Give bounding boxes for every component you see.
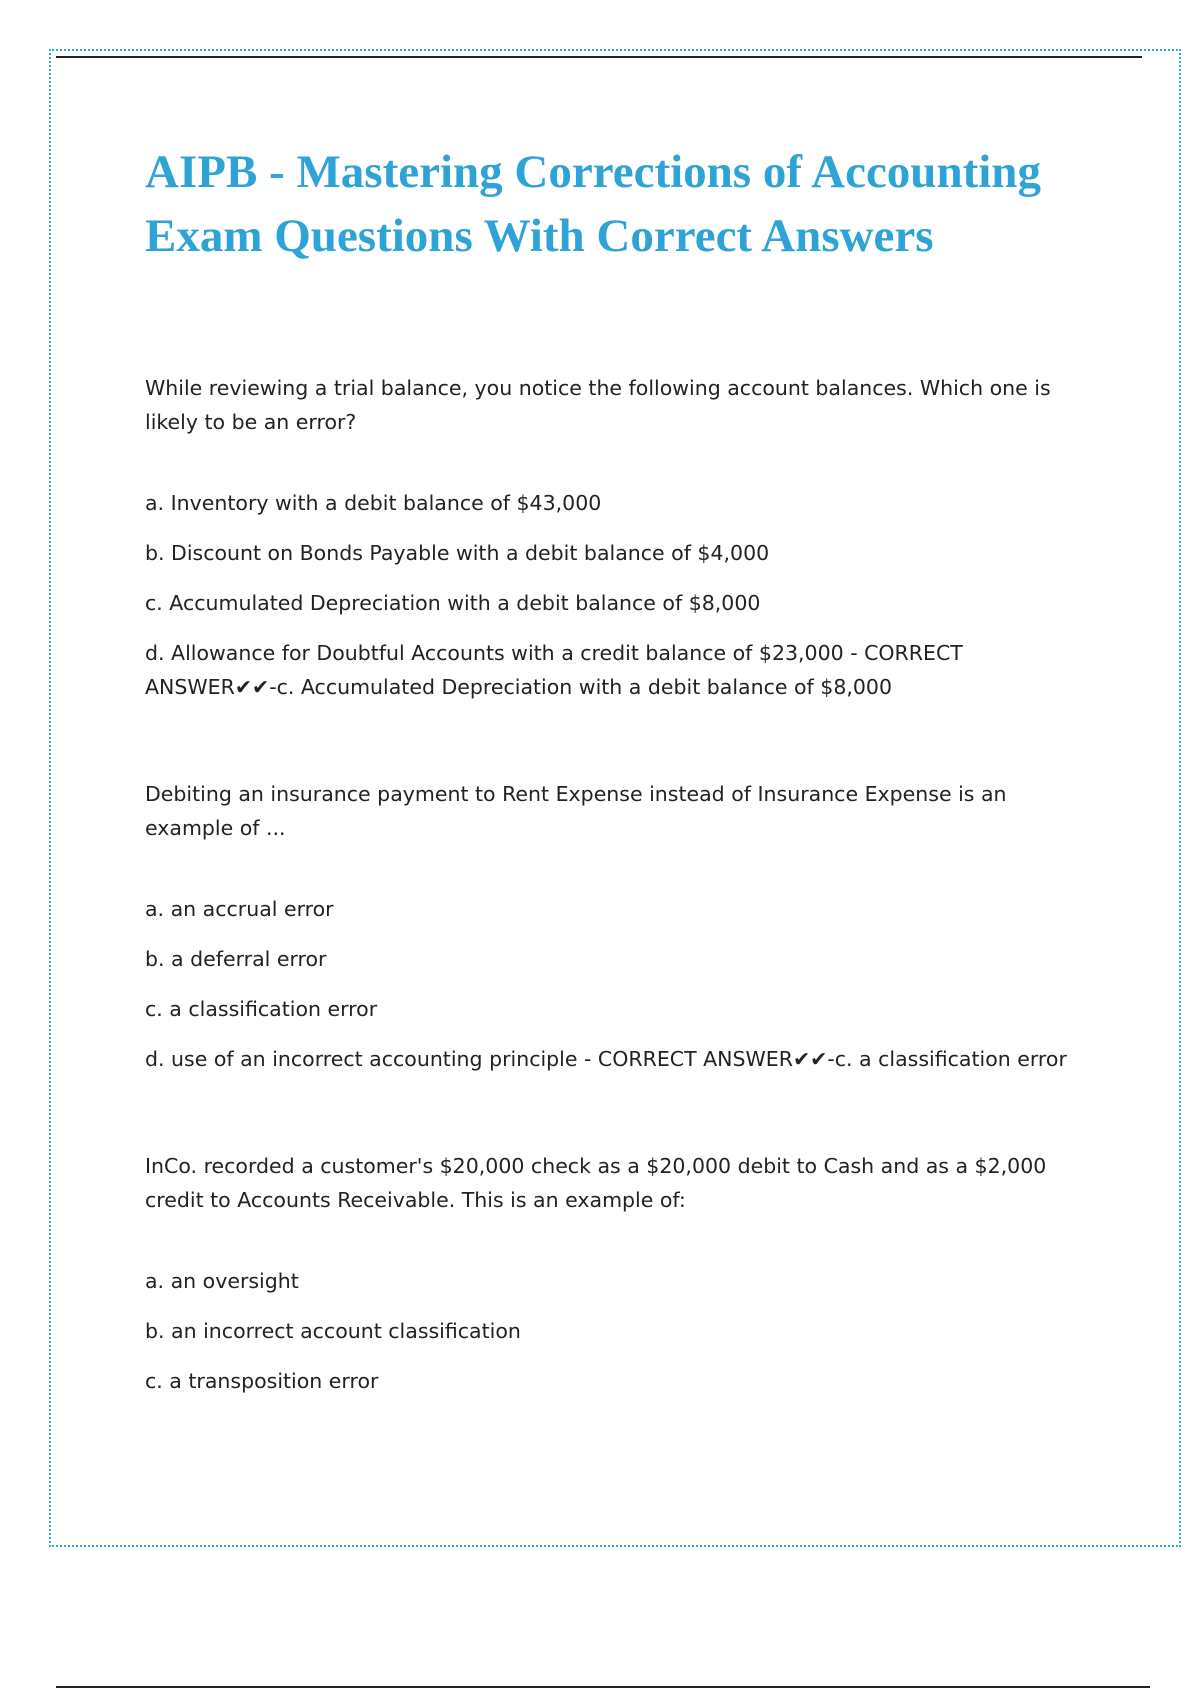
- question-1-option-b: b. Discount on Bonds Payable with a debit balance of $4,000: [145, 541, 770, 565]
- title-line-1: AIPB - Mastering Corrections of Accounting: [145, 146, 1041, 198]
- question-2-option-a: a. an accrual error: [145, 897, 334, 921]
- document-body: [145, 140, 1095, 1398]
- question-2-option-c: c. a classification error: [145, 997, 378, 1021]
- question-3-text: InCo. recorded a customer's $20,000 check as a $20,000 debit to Cash and as a $2,000 credit to Accounts Receivable. This is an example of:: [145, 1154, 1047, 1212]
- question-1-options: [145, 486, 1095, 704]
- question-3-options: [145, 1264, 1095, 1398]
- header-rule: [56, 56, 1142, 58]
- question-1-option-a: a. Inventory with a debit balance of $43,000: [145, 491, 602, 515]
- question-1-option-d-answer: d. Allowance for Doubtful Accounts with a credit balance of $23,000 - CORRECT ANSWER✔✔-c. Accumulated Depreciation with a debit balance of $8,000: [145, 641, 963, 699]
- question-2-text: Debiting an insurance payment to Rent Expense instead of Insurance Expense is an example of ...: [145, 782, 1007, 840]
- question-1-text: While reviewing a trial balance, you notice the following account balances. Which one is likely to be an error?: [145, 376, 1051, 434]
- document-title: [145, 140, 1095, 268]
- question-3-option-b: b. an incorrect account classification: [145, 1319, 521, 1343]
- question-1-option-c: c. Accumulated Depreciation with a debit balance of $8,000: [145, 591, 761, 615]
- question-3-option-c: c. a transposition error: [145, 1369, 379, 1393]
- title-line-2: Exam Questions With Correct Answers: [145, 210, 934, 262]
- question-2-option-d-answer: d. use of an incorrect accounting principle - CORRECT ANSWER✔✔-c. a classification error: [145, 1047, 1067, 1071]
- question-3-option-a: a. an oversight: [145, 1269, 299, 1293]
- footer-rule: [56, 1686, 1150, 1688]
- question-2-option-b: b. a deferral error: [145, 947, 327, 971]
- question-2-options: [145, 892, 1095, 1076]
